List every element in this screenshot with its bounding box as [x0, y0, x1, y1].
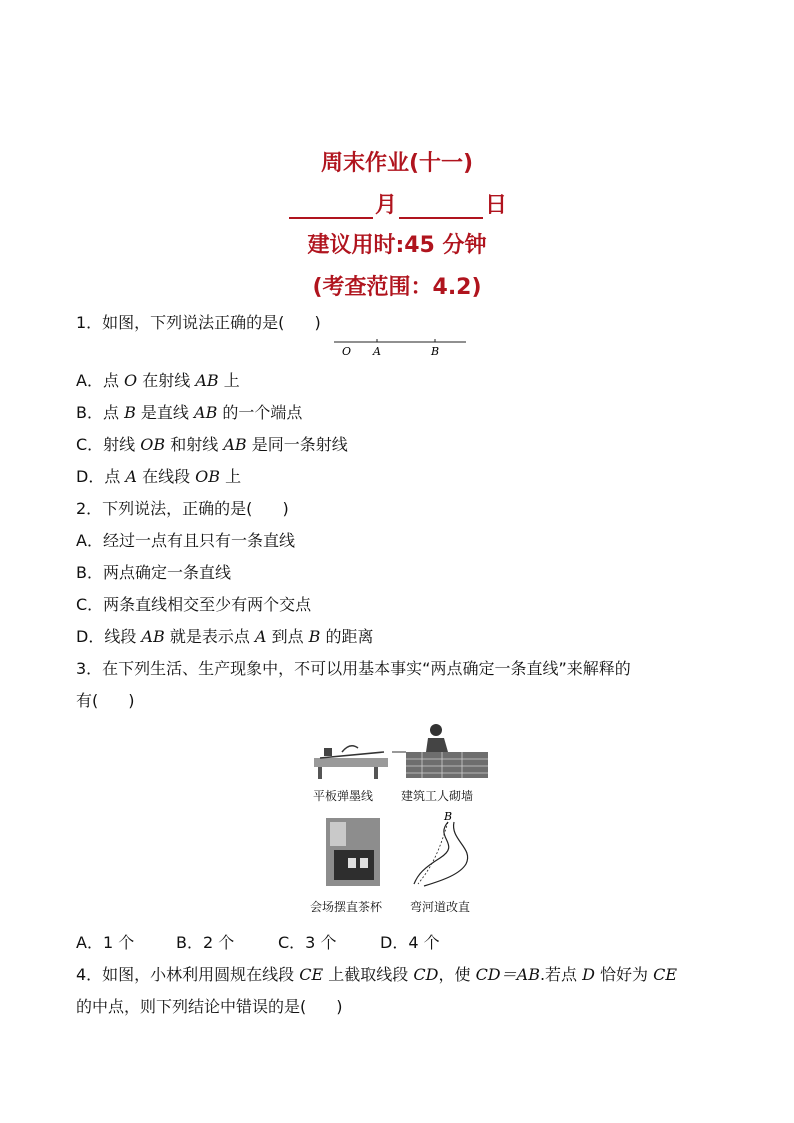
- ink-line-board-image: [312, 740, 390, 780]
- q1-stem: 1．如图，下列说法正确的是( ): [76, 313, 321, 332]
- caption-ink-line: 平板弹墨线: [313, 789, 374, 803]
- river-straightening-image: [410, 808, 482, 888]
- q1-option-b[interactable]: B．点 B 是直线 AB 的一个端点: [76, 403, 303, 422]
- q2-stem: 2．下列说法，正确的是( ): [76, 499, 289, 518]
- q4-stem-line1: 4．如图，小林利用圆规在线段 CE 上截取线段 CD，使 CD＝AB.若点 D 恰好为 CE: [76, 965, 678, 984]
- label-b: B: [431, 345, 440, 358]
- river-label-b: B: [444, 810, 453, 823]
- bricklayer-image: [392, 722, 490, 780]
- exam-scope: (考查范围：4.2): [312, 275, 482, 300]
- q3-option-b[interactable]: B．2 个: [176, 933, 235, 952]
- q2-option-d[interactable]: D．线段 AB 就是表示点 A 到点 B 的距离: [76, 627, 374, 646]
- q1-option-c[interactable]: C．射线 OB 和射线 AB 是同一条射线: [76, 435, 348, 454]
- date-line: 月 日: [0, 188, 794, 219]
- label-o: O: [342, 345, 352, 358]
- caption-tea-cups: 会场摆直茶杯: [310, 900, 383, 914]
- month-blank[interactable]: [289, 197, 373, 219]
- q3-stem-line1: 3．在下列生活、生产现象中，不可以用基本事实“两点确定一条直线”来解释的: [76, 659, 631, 678]
- q3-options: [76, 930, 440, 953]
- q3-option-d[interactable]: D．4 个: [380, 933, 440, 952]
- caption-bricklayer: 建筑工人砌墙: [401, 789, 474, 803]
- q1-option-a[interactable]: A．点 O 在射线 AB 上: [76, 371, 240, 390]
- day-blank[interactable]: [399, 197, 483, 219]
- q1-option-d[interactable]: D．点 A 在线段 OB 上: [76, 467, 242, 486]
- q4-stem-line2: 的中点，则下列结论中错误的是( ): [76, 997, 343, 1016]
- q1-ray-figure: [330, 336, 470, 360]
- q3-option-a[interactable]: A．1 个: [76, 933, 135, 952]
- q3-option-c[interactable]: C．3 个: [278, 933, 337, 952]
- suggested-time: 建议用时:45 分钟: [307, 233, 487, 258]
- caption-river: 弯河道改直: [410, 900, 471, 914]
- label-a: A: [373, 345, 381, 358]
- q2-option-c[interactable]: C．两条直线相交至少有两个交点: [76, 595, 312, 614]
- q3-stem-line2: 有( ): [76, 691, 135, 710]
- page-title: 周末作业(十一): [320, 151, 474, 176]
- q2-option-a[interactable]: A．经过一点有且只有一条直线: [76, 531, 295, 550]
- q2-option-b[interactable]: B．两点确定一条直线: [76, 563, 231, 582]
- tea-cups-image: [326, 818, 380, 886]
